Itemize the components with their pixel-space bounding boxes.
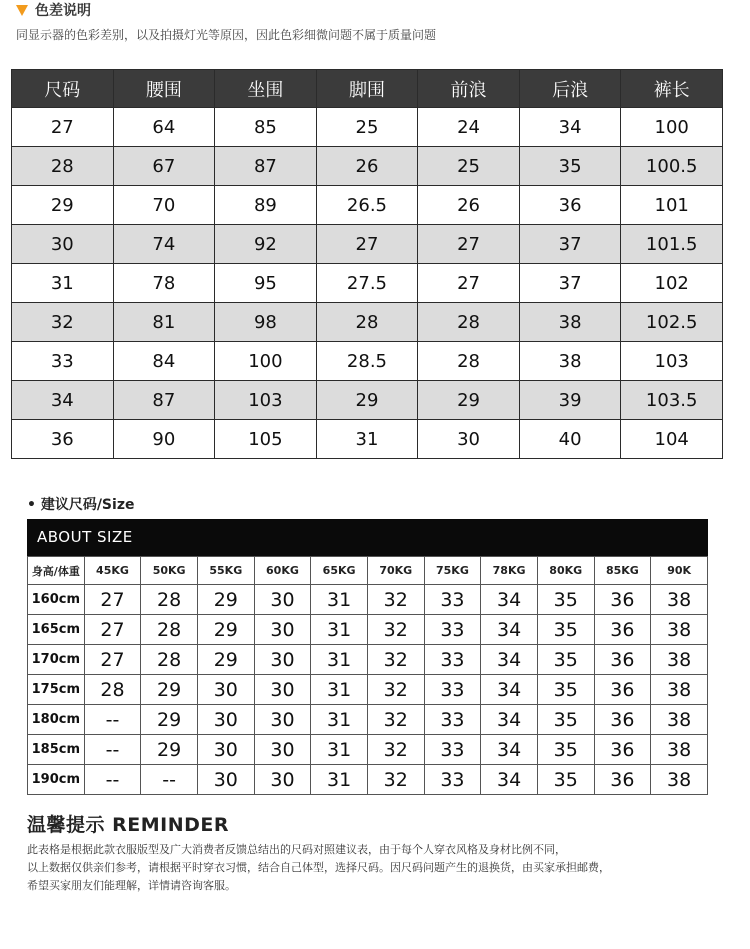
reminder-title: 温馨提示 REMINDER (27, 814, 229, 836)
table-row (12, 108, 723, 147)
table-cell: 32 (367, 735, 424, 765)
table-cell: 95 (215, 264, 317, 303)
table-cell: 92 (215, 225, 317, 264)
column-header: 前浪 (418, 70, 520, 108)
height-cell: 185cm (28, 735, 85, 765)
table-cell: 38 (651, 765, 708, 795)
table-cell: 30 (254, 735, 311, 765)
table-cell: 67 (113, 147, 215, 186)
column-header: 脚围 (316, 70, 418, 108)
size-cell: 28 (12, 147, 114, 186)
table-cell: 32 (367, 675, 424, 705)
table-cell: 29 (197, 615, 254, 645)
height-cell: 190cm (28, 765, 85, 795)
table-cell: 31 (311, 735, 368, 765)
table-cell: 30 (254, 705, 311, 735)
table-cell: 27 (418, 225, 520, 264)
weight-header: 90K (651, 557, 708, 585)
table-cell: 101 (621, 186, 723, 225)
weight-header: 身高/体重 (28, 557, 85, 585)
table-cell: 26 (316, 147, 418, 186)
color-difference-title: 色差说明 (35, 3, 91, 19)
weight-header: 60KG (254, 557, 311, 585)
table-cell: 35 (519, 147, 621, 186)
table-cell: 36 (594, 765, 651, 795)
table-cell: 30 (254, 765, 311, 795)
table-cell: 30 (197, 765, 254, 795)
weight-header: 50KG (141, 557, 198, 585)
column-header: 腰围 (113, 70, 215, 108)
table-cell: 36 (594, 615, 651, 645)
table-cell: 84 (113, 342, 215, 381)
table-cell: 31 (311, 675, 368, 705)
table-cell: 28 (84, 675, 141, 705)
size-table-header (12, 70, 723, 108)
table-row (12, 303, 723, 342)
table-cell: -- (84, 735, 141, 765)
table-cell: 104 (621, 420, 723, 459)
table-cell: 38 (651, 585, 708, 615)
table-cell: 37 (519, 264, 621, 303)
table-cell: 26.5 (316, 186, 418, 225)
reminder-line: 以上数据仅供亲们参考，请根据平时穿衣习惯，结合自己体型，选择尺码。因尺码问题产生的退换货，由买家承担邮费， (27, 861, 610, 874)
weight-header: 80KG (537, 557, 594, 585)
table-row (28, 585, 708, 615)
table-cell: 29 (141, 735, 198, 765)
table-cell: 32 (367, 765, 424, 795)
table-cell: 29 (197, 585, 254, 615)
table-cell: 38 (651, 675, 708, 705)
table-cell: 31 (311, 765, 368, 795)
table-row (12, 381, 723, 420)
table-row (12, 342, 723, 381)
table-cell: 38 (651, 735, 708, 765)
table-cell: 30 (254, 675, 311, 705)
size-cell: 32 (12, 303, 114, 342)
table-cell: 32 (367, 645, 424, 675)
table-cell: 103 (621, 342, 723, 381)
table-row (12, 225, 723, 264)
size-cell: 36 (12, 420, 114, 459)
table-cell: 36 (594, 735, 651, 765)
table-cell: 34 (481, 645, 538, 675)
about-size-banner: ABOUT SIZE (27, 519, 708, 556)
table-cell: 34 (481, 705, 538, 735)
table-cell: 38 (651, 615, 708, 645)
table-row (28, 705, 708, 735)
table-cell: 35 (537, 645, 594, 675)
table-row (28, 675, 708, 705)
table-cell: 103.5 (621, 381, 723, 420)
table-cell: 27.5 (316, 264, 418, 303)
table-cell: 25 (316, 108, 418, 147)
table-cell: 24 (418, 108, 520, 147)
table-cell: -- (84, 765, 141, 795)
table-cell: 32 (367, 705, 424, 735)
table-cell: 28 (418, 342, 520, 381)
table-cell: 28 (316, 303, 418, 342)
table-cell: 29 (141, 675, 198, 705)
size-cell: 33 (12, 342, 114, 381)
table-cell: 31 (311, 705, 368, 735)
suggested-size-label: • 建议尺码/Size (27, 497, 135, 513)
table-cell: 70 (113, 186, 215, 225)
table-cell: 31 (311, 585, 368, 615)
table-cell: 40 (519, 420, 621, 459)
table-cell: 30 (254, 615, 311, 645)
weight-header: 65KG (311, 557, 368, 585)
table-row (28, 765, 708, 795)
table-cell: 38 (651, 645, 708, 675)
table-cell: 98 (215, 303, 317, 342)
table-cell: 31 (311, 615, 368, 645)
fit-table-body (28, 585, 708, 795)
triangle-icon (16, 5, 28, 16)
table-cell: 31 (311, 645, 368, 675)
table-cell: 29 (418, 381, 520, 420)
table-cell: 36 (594, 675, 651, 705)
table-cell: 35 (537, 705, 594, 735)
reminder-line: 此表格是根据此款衣服版型及广大消费者反馈总结出的尺码对照建议表，由于每个人穿衣风格及身材比例不同， (27, 843, 566, 856)
table-cell: 37 (519, 225, 621, 264)
table-cell: 90 (113, 420, 215, 459)
table-cell: 38 (519, 342, 621, 381)
table-cell: 35 (537, 675, 594, 705)
table-cell: 29 (316, 381, 418, 420)
table-cell: 34 (481, 735, 538, 765)
height-cell: 165cm (28, 615, 85, 645)
size-cell: 30 (12, 225, 114, 264)
table-cell: -- (141, 765, 198, 795)
reminder-text (27, 841, 717, 895)
size-measurement-table (11, 69, 723, 459)
table-cell: 35 (537, 735, 594, 765)
table-cell: 89 (215, 186, 317, 225)
color-difference-heading (16, 0, 91, 20)
table-cell: 30 (197, 675, 254, 705)
size-cell: 29 (12, 186, 114, 225)
table-row (12, 264, 723, 303)
table-cell: 27 (84, 615, 141, 645)
table-cell: 28 (141, 585, 198, 615)
table-cell: 102.5 (621, 303, 723, 342)
table-cell: 35 (537, 765, 594, 795)
table-cell: 27 (84, 645, 141, 675)
color-difference-note: 同显示器的色彩差别，以及拍摄灯光等原因，因此色彩细微问题不属于质量问题 (16, 28, 437, 42)
table-cell: 36 (594, 645, 651, 675)
table-cell: 33 (424, 705, 481, 735)
table-cell: 38 (519, 303, 621, 342)
table-cell: 103 (215, 381, 317, 420)
table-row (12, 420, 723, 459)
table-cell: 36 (519, 186, 621, 225)
table-cell: 30 (254, 645, 311, 675)
table-cell: 28.5 (316, 342, 418, 381)
table-cell: 31 (316, 420, 418, 459)
table-cell: 33 (424, 645, 481, 675)
table-cell: 101.5 (621, 225, 723, 264)
table-cell: 25 (418, 147, 520, 186)
table-cell: 32 (367, 615, 424, 645)
table-cell: 36 (594, 705, 651, 735)
table-cell: 30 (254, 585, 311, 615)
table-cell: 30 (418, 420, 520, 459)
size-table-body (12, 108, 723, 459)
table-cell: 27 (84, 585, 141, 615)
table-cell: 100 (621, 108, 723, 147)
column-header: 后浪 (519, 70, 621, 108)
table-row (12, 147, 723, 186)
table-cell: 30 (197, 705, 254, 735)
reminder-line: 希望买家朋友们能理解，详情请咨询客服。 (27, 879, 236, 892)
table-row (28, 615, 708, 645)
table-cell: 102 (621, 264, 723, 303)
weight-header: 45KG (84, 557, 141, 585)
size-cell: 31 (12, 264, 114, 303)
weight-header: 70KG (367, 557, 424, 585)
table-cell: 87 (113, 381, 215, 420)
height-weight-size-table (27, 556, 708, 795)
table-cell: 27 (316, 225, 418, 264)
column-header: 裤长 (621, 70, 723, 108)
table-cell: 87 (215, 147, 317, 186)
table-cell: 34 (481, 765, 538, 795)
table-cell: 29 (197, 645, 254, 675)
table-cell: 26 (418, 186, 520, 225)
table-cell: 74 (113, 225, 215, 264)
table-cell: 33 (424, 735, 481, 765)
table-row (12, 186, 723, 225)
table-cell: 28 (418, 303, 520, 342)
table-cell: 29 (141, 705, 198, 735)
table-cell: 85 (215, 108, 317, 147)
size-cell: 27 (12, 108, 114, 147)
table-cell: 38 (651, 705, 708, 735)
table-cell: 35 (537, 615, 594, 645)
height-cell: 180cm (28, 705, 85, 735)
table-cell: 32 (367, 585, 424, 615)
table-row (28, 645, 708, 675)
table-cell: 35 (537, 585, 594, 615)
fit-table-header (28, 557, 708, 585)
height-cell: 170cm (28, 645, 85, 675)
table-cell: 105 (215, 420, 317, 459)
table-cell: -- (84, 705, 141, 735)
table-cell: 28 (141, 615, 198, 645)
table-cell: 34 (481, 615, 538, 645)
table-cell: 30 (197, 735, 254, 765)
table-cell: 34 (519, 108, 621, 147)
table-cell: 81 (113, 303, 215, 342)
weight-header: 55KG (197, 557, 254, 585)
table-row (28, 735, 708, 765)
weight-header: 78KG (481, 557, 538, 585)
height-cell: 175cm (28, 675, 85, 705)
column-header: 尺码 (12, 70, 114, 108)
table-cell: 100 (215, 342, 317, 381)
weight-header: 85KG (594, 557, 651, 585)
table-cell: 33 (424, 585, 481, 615)
weight-header: 75KG (424, 557, 481, 585)
height-cell: 160cm (28, 585, 85, 615)
table-cell: 34 (481, 585, 538, 615)
table-cell: 28 (141, 645, 198, 675)
table-cell: 36 (594, 585, 651, 615)
table-cell: 27 (418, 264, 520, 303)
table-cell: 34 (481, 675, 538, 705)
table-cell: 33 (424, 765, 481, 795)
table-cell: 100.5 (621, 147, 723, 186)
column-header: 坐围 (215, 70, 317, 108)
table-cell: 39 (519, 381, 621, 420)
size-cell: 34 (12, 381, 114, 420)
table-cell: 64 (113, 108, 215, 147)
table-cell: 33 (424, 675, 481, 705)
table-cell: 33 (424, 615, 481, 645)
table-cell: 78 (113, 264, 215, 303)
